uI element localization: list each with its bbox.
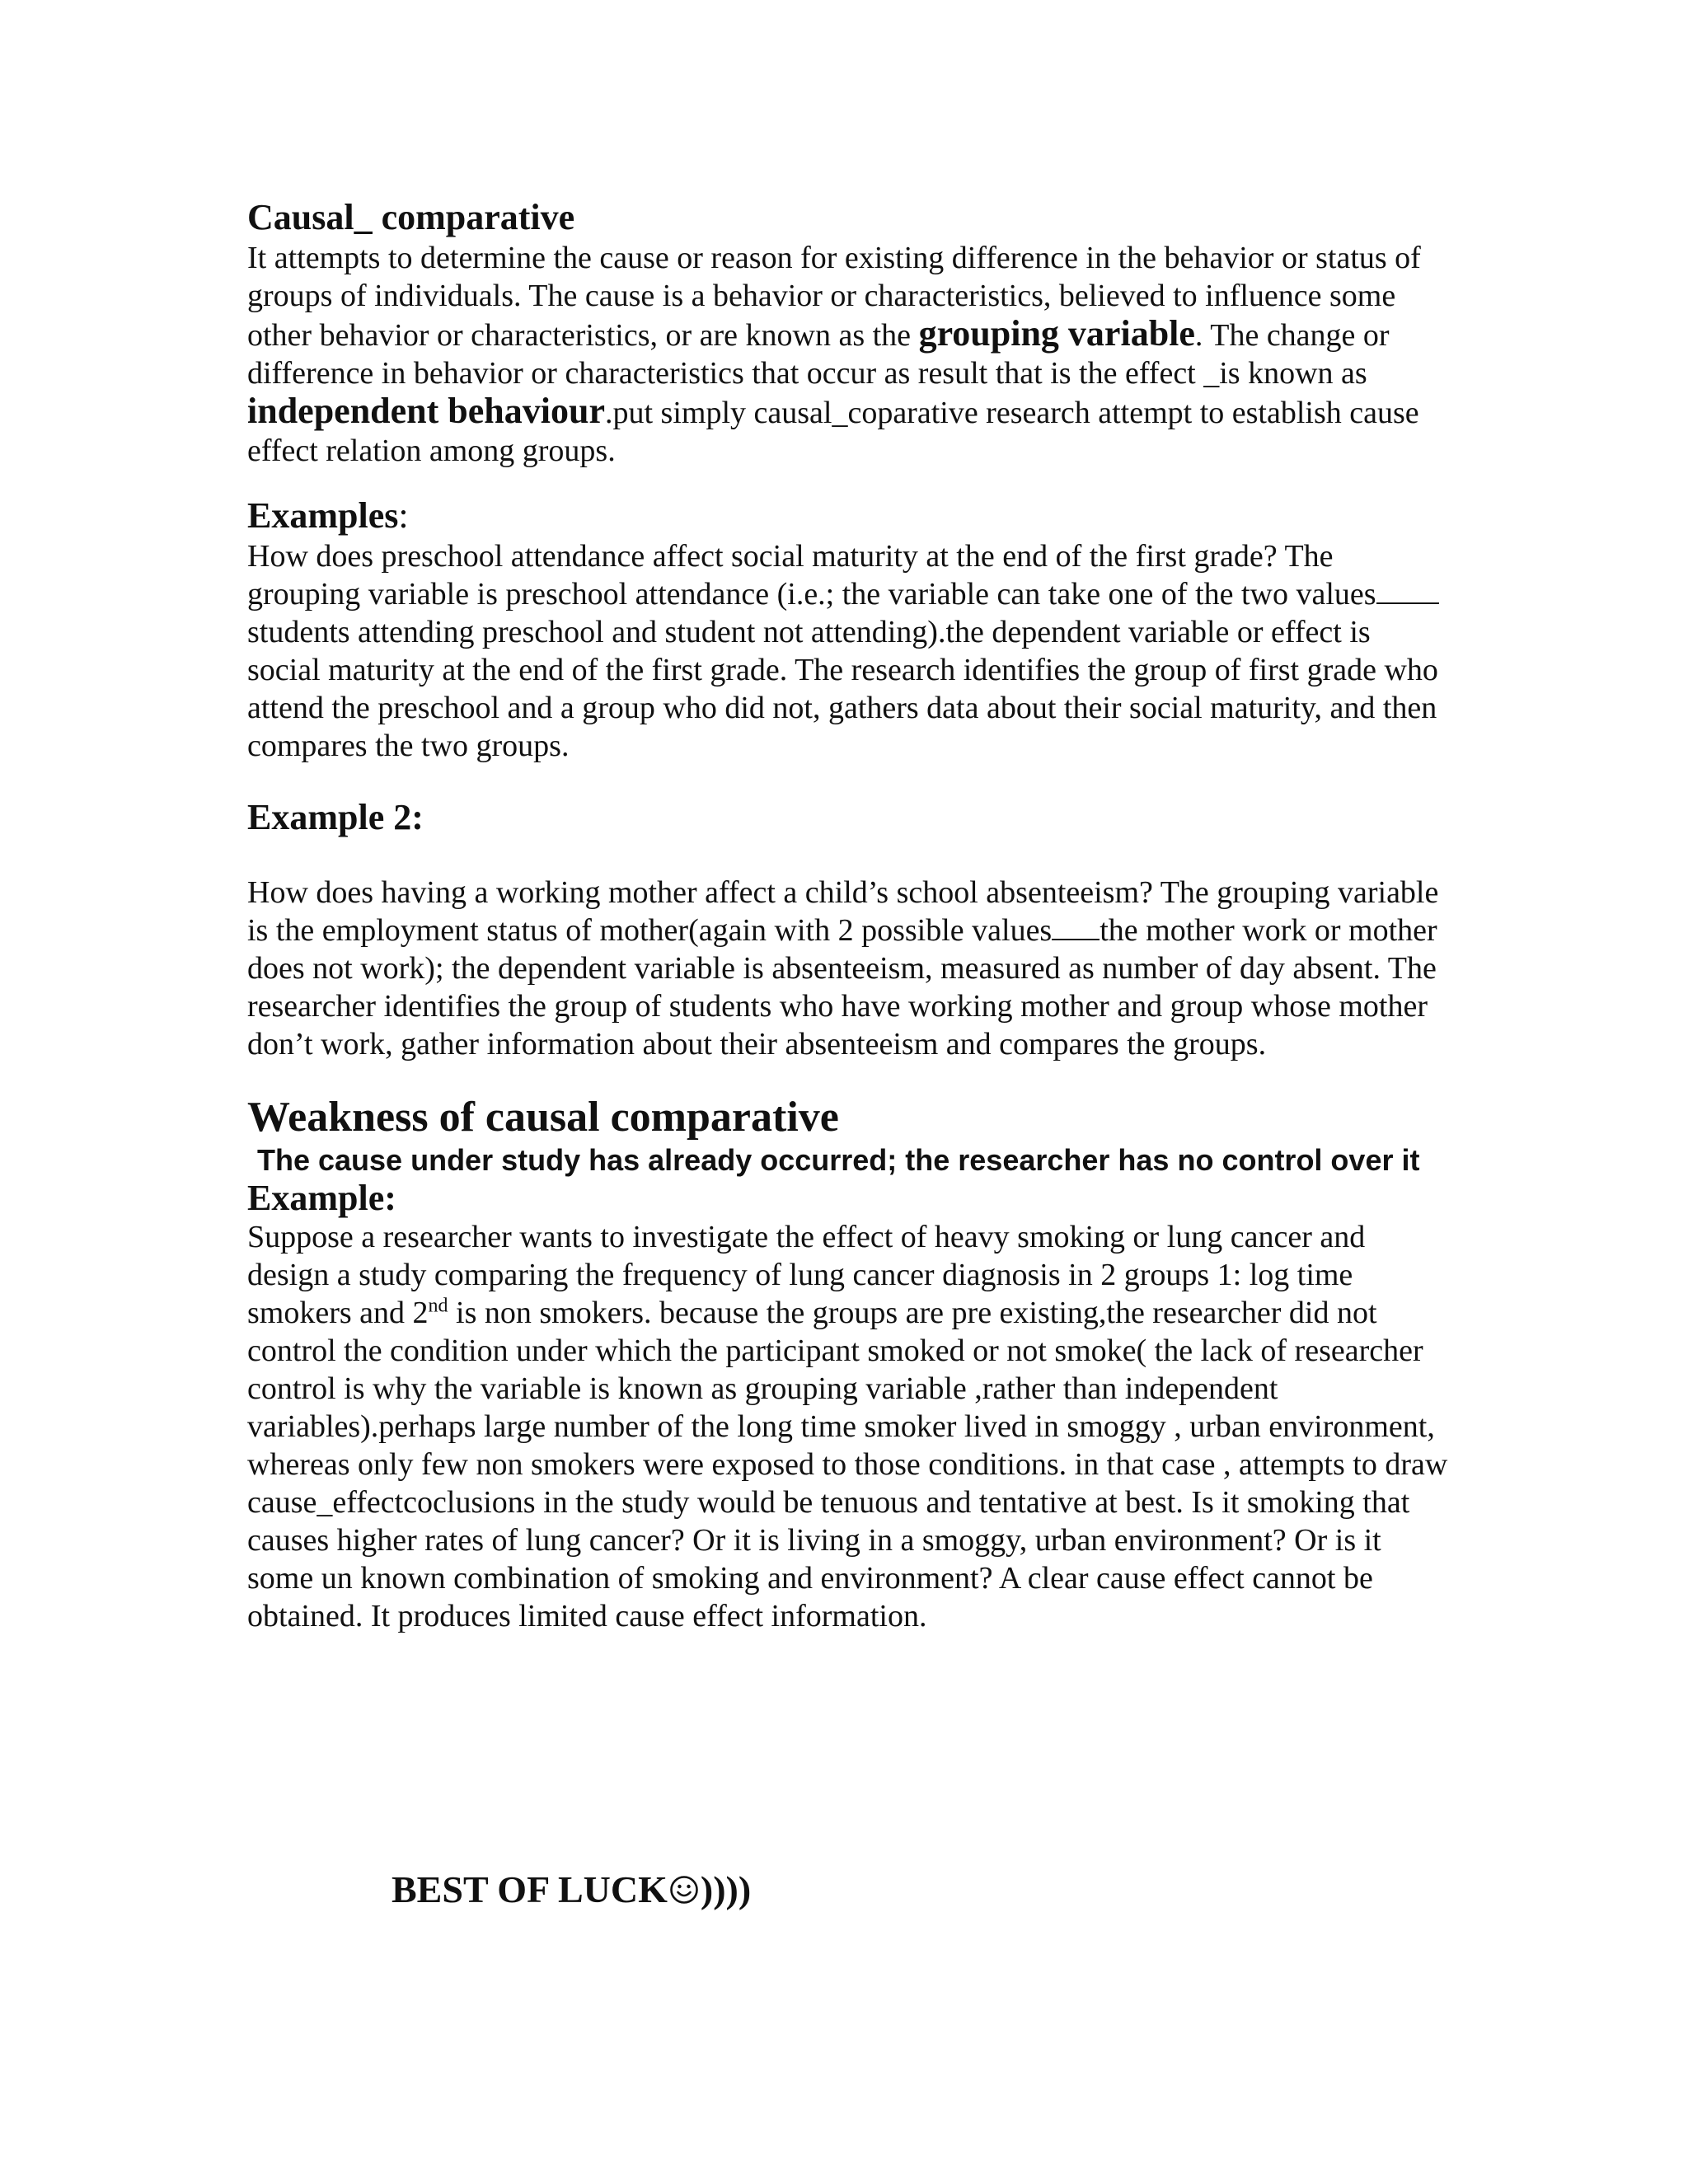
weakness-heading: Weakness of causal comparative: [247, 1094, 839, 1141]
weakness-text-2: is non smokers. because the groups are pre existing,the researcher did not control the condition under which the participant smoked or not smoke( the lack of researcher control is why the variable is known as grouping variable ,rather than independent variables).perhaps large number of the long time smoker lived in smoggy , urban environment, whereas only few non smokers were exposed to those conditions. in that case , attempts to draw cause_effectcoclusions in the study would be tenuous and tentative at best. Is it smoking that causes higher rates of lung cancer? Or it is living in a smoggy, urban environment? Or is it some un known combination of smoking and environment? A clear cause effect cannot be obtained. It produces limited cause effect information.: [247, 1296, 1448, 1633]
example2-text-1: How does having a working mother affect a child’s school absenteeism? The grouping variable is the employment status of mother(again with 2 possible values: [247, 875, 1439, 948]
examples-heading-colon: :: [398, 495, 409, 536]
definition-paragraph: [247, 239, 1451, 470]
example1-text-1: How does preschool attendance affect social maturity at the end of the first grade? The grouping variable is preschool attendance (i.e.; the variable can take one of the two values: [247, 539, 1376, 612]
document-body: [247, 196, 1451, 1635]
definition-text-3: .put simply causal_coparative research attempt to establish cause effect relation among groups.: [247, 396, 1419, 468]
example1-paragraph: [247, 537, 1451, 765]
closing-text: BEST OF LUCK: [392, 1868, 668, 1910]
blank-line: [1052, 914, 1100, 940]
examples-heading: [247, 494, 1451, 537]
definition-text-1: It attempts to determine the cause or reason for existing difference in the behavior or status of groups of individuals. The cause is a behavior or characteristics, believed to influence some other behavior or characteristics, or are known as the: [247, 241, 1421, 353]
ordinal-suffix: nd: [428, 1295, 448, 1317]
example2-heading: Example 2:: [247, 797, 424, 837]
closing-parens: )))): [700, 1868, 752, 1910]
term-grouping-variable: grouping variable: [918, 313, 1195, 354]
example2-paragraph: [247, 874, 1451, 1063]
example2-text-2: the mother work or mother does not work); the dependent variable is absenteeism, measured as number of day absent. The researcher identifies the group of students who have working mother and group whose mother don’t work, gather information about their absenteeism and compares the groups.: [247, 913, 1437, 1062]
example1-text-2: students attending preschool and student not attending).the dependent variable or effect is social maturity at the end of the first grade. The research identifies the group of first grade who attend the preschool and a group who did not, gathers data about their social maturity, and then compares the two groups.: [247, 615, 1438, 763]
weakness-text-1: Suppose a researcher wants to investigate the effect of heavy smoking or lung cancer and design a study comparing the frequency of lung cancer diagnosis in 2 groups 1: log time smokers and 2: [247, 1220, 1366, 1330]
weakness-example-paragraph: [247, 1218, 1451, 1635]
term-independent-behaviour: independent behaviour: [247, 391, 605, 431]
section-title-causal-comparative: Causal_ comparative: [247, 197, 575, 237]
blank-line: [1376, 578, 1439, 604]
weakness-example-heading: Example:: [247, 1178, 396, 1218]
closing-message: [392, 1867, 751, 1913]
examples-heading-text: Examples: [247, 495, 399, 536]
weakness-subtitle: The cause under study has already occurred; the researcher has no control over it: [257, 1143, 1420, 1177]
definition-text-2: . The change or difference in behavior or characteristics that occur as result that is the effect _is known as: [247, 318, 1390, 391]
smiley-icon: [669, 1875, 699, 1905]
